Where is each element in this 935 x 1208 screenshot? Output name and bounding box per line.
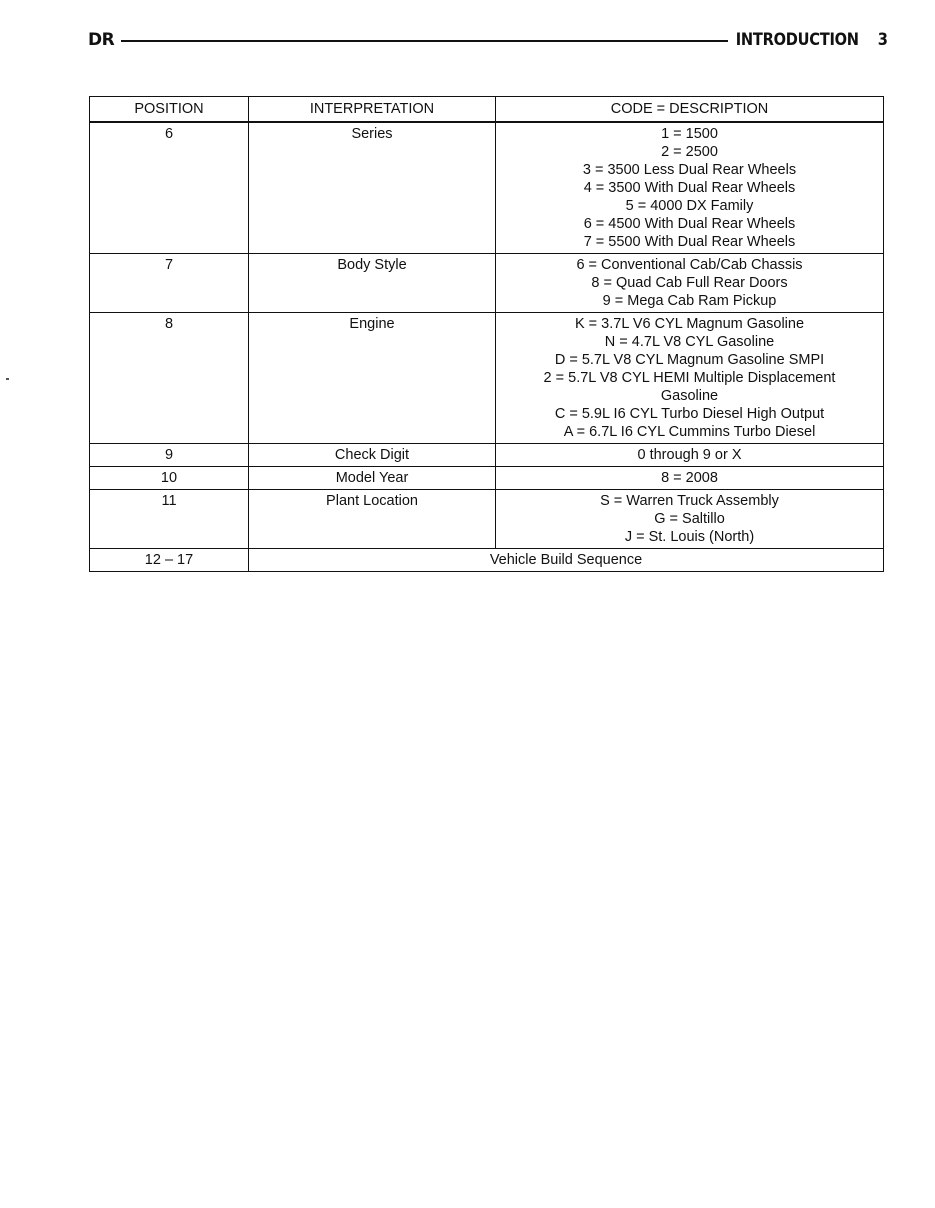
column-header-interpretation: INTERPRETATION: [249, 97, 496, 123]
table-body: [90, 122, 884, 572]
code-line: 2 = 2500: [661, 144, 718, 160]
code-line: 7 = 5500 With Dual Rear Wheels: [583, 234, 796, 250]
code-line: 9 = Mega Cab Ram Pickup: [602, 293, 777, 309]
column-header-code-description: CODE = DESCRIPTION: [496, 97, 884, 123]
interpretation-cell: Plant Location: [249, 490, 496, 549]
interpretation-cell: Check Digit: [249, 444, 496, 467]
code-line: 2 = 5.7L V8 CYL HEMI Multiple Displacement: [543, 370, 836, 386]
table-row: [90, 254, 884, 313]
position-cell: 11: [90, 490, 249, 549]
section-title: INTRODUCTION: [736, 30, 860, 50]
build-sequence-cell: Vehicle Build Sequence: [249, 549, 884, 572]
code-line: S = Warren Truck Assembly: [600, 493, 779, 509]
code-line: 4 = 3500 With Dual Rear Wheels: [583, 180, 796, 196]
code-line: G = Saltillo: [654, 511, 725, 527]
position-cell: 12 – 17: [90, 549, 249, 572]
code-line: 6 = 4500 With Dual Rear Wheels: [583, 216, 796, 232]
code-line: Gasoline: [660, 388, 719, 404]
code-description-cell: [496, 467, 884, 490]
code-line: C = 5.9L I6 CYL Turbo Diesel High Output: [554, 406, 825, 422]
code-description-cell: [496, 444, 884, 467]
code-line: A = 6.7L I6 CYL Cummins Turbo Diesel: [563, 424, 816, 440]
code-description-cell: [496, 490, 884, 549]
page-header: [88, 28, 888, 54]
page-number: 3: [878, 30, 888, 50]
code-line: 5 = 4000 DX Family: [625, 198, 754, 214]
position-cell: 9: [90, 444, 249, 467]
table-row: [90, 549, 884, 572]
code-line: J = St. Louis (North): [624, 529, 755, 545]
code-line: K = 3.7L V6 CYL Magnum Gasoline: [574, 316, 805, 332]
position-cell: 7: [90, 254, 249, 313]
interpretation-cell: Engine: [249, 313, 496, 444]
code-line: 0 through 9 or X: [637, 447, 742, 463]
position-cell: 10: [90, 467, 249, 490]
position-cell: 6: [90, 122, 249, 254]
code-line: 8 = Quad Cab Full Rear Doors: [591, 275, 788, 291]
table-row: [90, 490, 884, 549]
code-line: 3 = 3500 Less Dual Rear Wheels: [582, 162, 797, 178]
code-line: N = 4.7L V8 CYL Gasoline: [604, 334, 775, 350]
code-line: 6 = Conventional Cab/Cab Chassis: [576, 257, 803, 273]
header-right: [736, 30, 888, 50]
table-row: [90, 467, 884, 490]
interpretation-cell: Series: [249, 122, 496, 254]
position-cell: 8: [90, 313, 249, 444]
table-row: [90, 122, 884, 254]
header-rule: [121, 40, 728, 42]
code-description-cell: [496, 122, 884, 254]
vin-decoding-table: [89, 96, 884, 572]
code-line: 1 = 1500: [661, 126, 718, 142]
interpretation-cell: Model Year: [249, 467, 496, 490]
code-description-cell: [496, 313, 884, 444]
table-row: [90, 444, 884, 467]
code-line: D = 5.7L V8 CYL Magnum Gasoline SMPI: [554, 352, 825, 368]
code-description-cell: [496, 254, 884, 313]
column-header-position: POSITION: [90, 97, 249, 123]
scan-speck: [6, 378, 9, 380]
code-line: 8 = 2008: [661, 470, 718, 486]
table-header-row: [90, 97, 884, 123]
interpretation-cell: Body Style: [249, 254, 496, 313]
manual-code: DR: [88, 30, 115, 50]
table-row: [90, 313, 884, 444]
